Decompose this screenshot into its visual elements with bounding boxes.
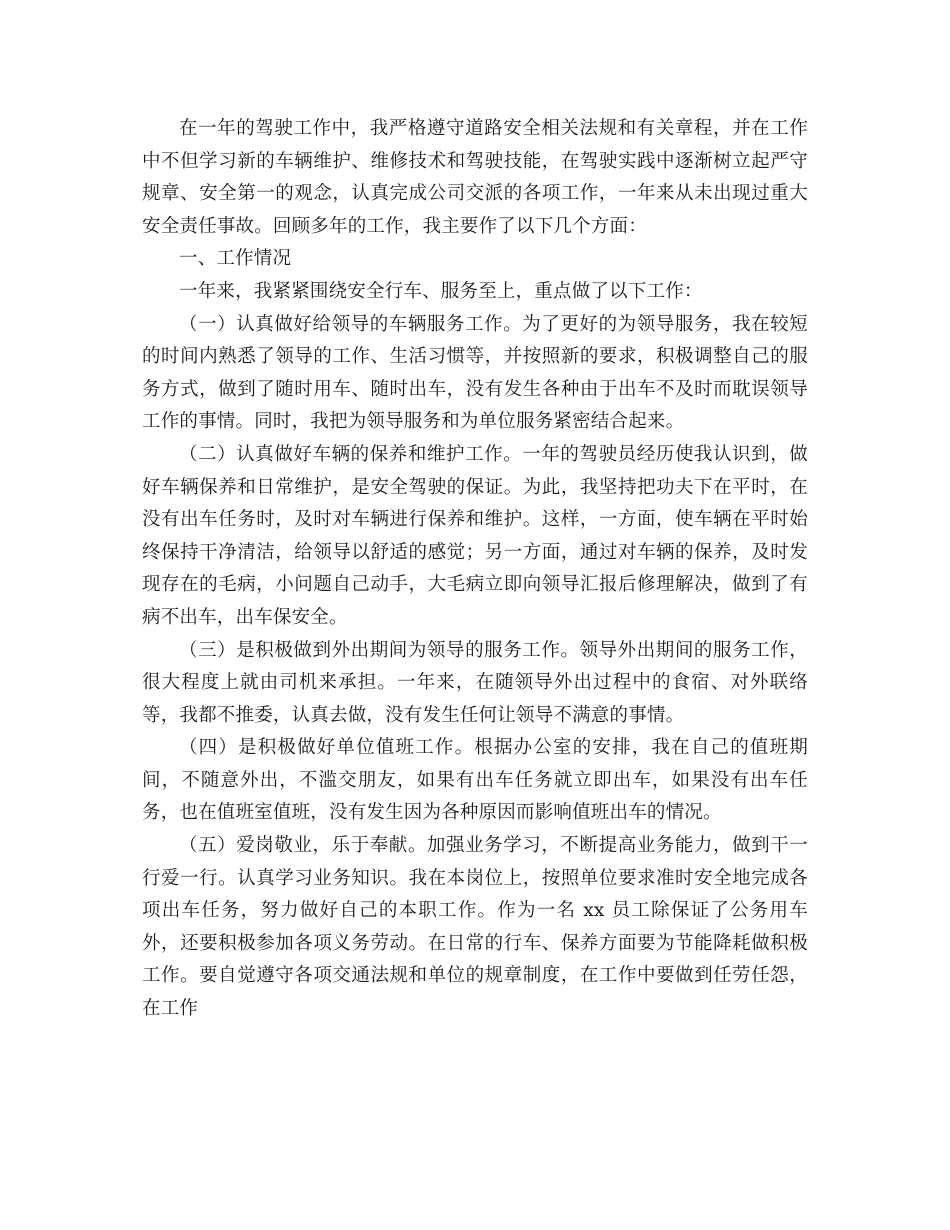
paragraph-item-1: （一）认真做好给领导的车辆服务工作。为了更好的为领导服务，我在较短的时间内熟悉了领导的工作、生活习惯等，并按照新的要求，积极调整自己的服务方式，做到了随时用车、随时出车，没有发生各种由于出车不及时而耽误领导工作的事情。同时，我把为领导服务和为单位服务紧密结合起来。 xyxy=(142,313,808,433)
section-heading-work-situation: 一、工作情况 xyxy=(179,248,292,270)
paragraph-item-3: （三）是积极做到外出期间为领导的服务工作。领导外出期间的服务工作，很大程度上就由司机来承担。一年来，在随领导外出过程中的食宿、对外联络等，我都不推委，认真去做，没有发生任何让领导不满意的事情。 xyxy=(142,639,808,726)
paragraph-summary: 一年来，我紧紧围绕安全行车、服务至上，重点做了以下工作： xyxy=(179,280,703,302)
paragraph-item-4: （四）是积极做好单位值班工作。根据办公室的安排，我在自己的值班期间，不随意外出，不滥交朋友，如果有出车任务就立即出车，如果没有出车任务，也在值班室值班，没有发生因为各种原因而影响值班出车的情况。 xyxy=(142,737,808,824)
document-body xyxy=(142,113,808,1026)
paragraph-item-5: （五）爱岗敬业，乐于奉献。加强业务学习，不断提高业务能力，做到干一行爱一行。认真学习业务知识。我在本岗位上，按照单位要求准时安全地完成各项出车任务，努力做好自己的本职工作。作为一名 xx 员工除保证了公务用车外，还要积极参加各项义务劳动。在日常的行车、保养方面要为节能降耗做积极工作。要自觉遵守各项交通法规和单位的规章制度，在工作中要做到任劳任怨，在工作 xyxy=(142,835,808,1020)
paragraph-intro: 在一年的驾驶工作中，我严格遵守道路安全相关法规和有关章程，并在工作中不但学习新的车辆维护、维修技术和驾驶技能，在驾驶实践中逐渐树立起严守规章、安全第一的观念，认真完成公司交派的各项工作，一年来从未出现过重大安全责任事故。回顾多年的工作，我主要作了以下几个方面： xyxy=(142,118,808,237)
paragraph-item-2: （二）认真做好车辆的保养和维护工作。一年的驾驶员经历使我认识到，做好车辆保养和日常维护，是安全驾驶的保证。为此，我坚持把功夫下在平时，在没有出车任务时，及时对车辆进行保养和维护。这样，一方面，使车辆在平时始终保持干净清洁，给领导以舒适的感觉；另一方面，通过对车辆的保养，及时发现存在的毛病，小问题自己动手，大毛病立即向领导汇报后修理解决，做到了有病不出车，出车保安全。 xyxy=(142,443,808,628)
